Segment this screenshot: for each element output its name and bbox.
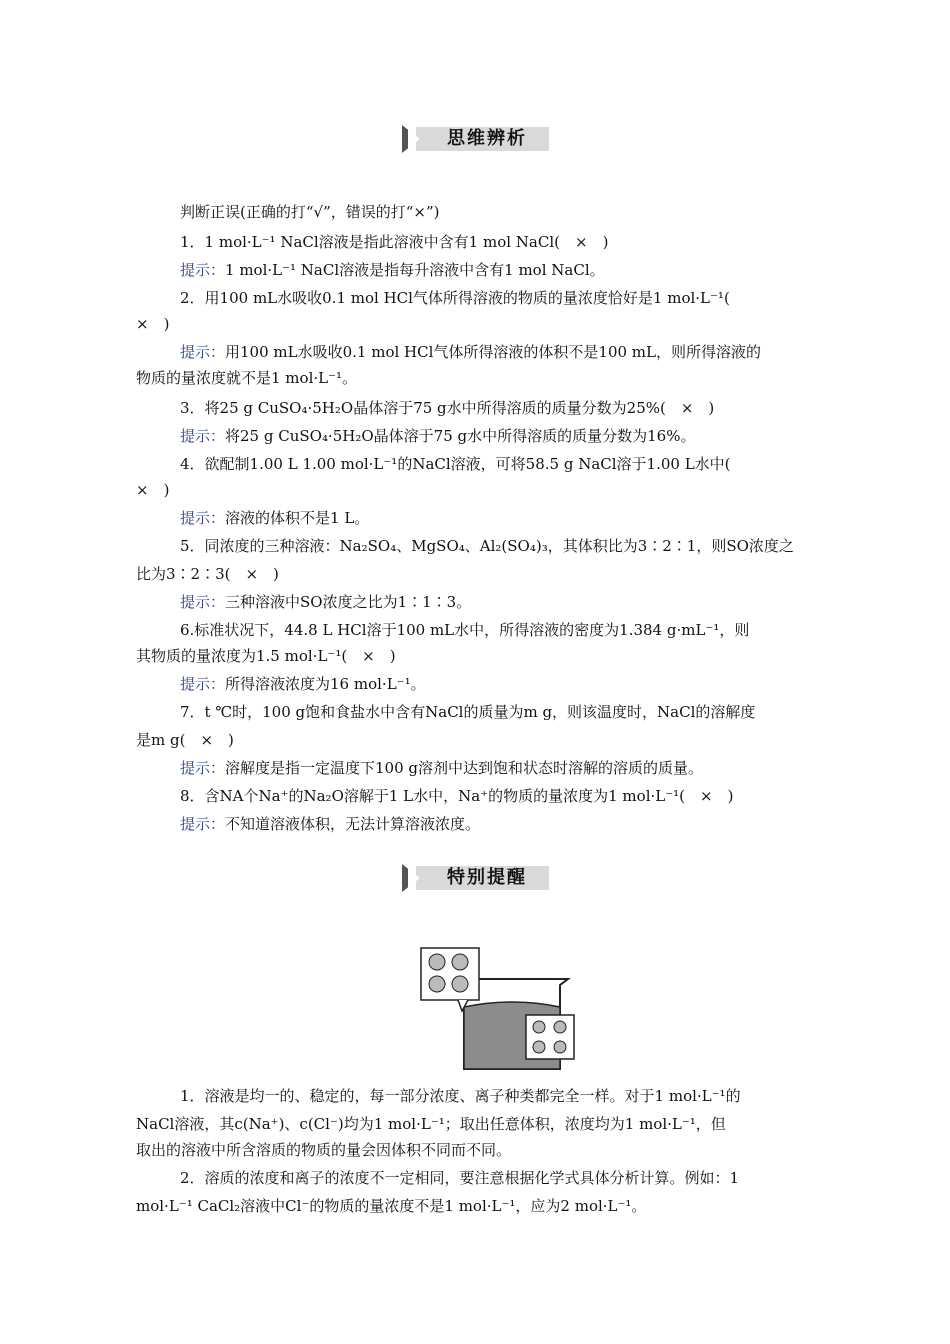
statement-line: [180, 620, 860, 640]
statement-line: [136, 646, 816, 666]
line-text: 8．含NA个Na⁺的Na₂O溶解于1 L水中，Na⁺的物质的量浓度为1 mol·L⁻¹( × ): [180, 787, 734, 805]
line-text: 1．1 mol·L⁻¹ NaCl溶液是指此溶液中含有1 mol NaCl( × ): [180, 233, 609, 251]
hint-label: 提示：: [180, 261, 226, 279]
section-heading-note-text: 特别提醒: [447, 867, 527, 888]
line-text: 7．t ℃时，100 g饱和食盐水中含有NaCl的质量为m g，则该温度时，NaCl的溶解度: [180, 703, 756, 721]
hint-label: 提示：: [180, 593, 226, 611]
line-text: 6.标准状况下，44.8 L HCl溶于100 mL水中，所得溶液的密度为1.384 g·mL⁻¹，则: [180, 621, 750, 639]
line-text: 是m g( × ): [136, 731, 234, 749]
section-heading-think-text: 思维辨析: [447, 128, 527, 149]
line-text: 所得溶液浓度为16 mol·L⁻¹。: [225, 675, 426, 693]
statement-line: [180, 232, 860, 252]
statement-line: [180, 786, 860, 806]
statement-line: [136, 730, 816, 750]
statement-line: [180, 702, 860, 722]
statement-line: [136, 368, 816, 388]
line-text: 4．欲配制1.00 L 1.00 mol·L⁻¹的NaCl溶液，可将58.5 g NaCl溶于1.00 L水中(: [180, 455, 731, 473]
note-line: 2．溶质的浓度和离子的浓度不一定相同，要注意根据化学式具体分析计算。例如：1: [180, 1169, 740, 1187]
statement-line: [180, 202, 860, 222]
line-text: 5．同浓度的三种溶液：Na₂SO₄、MgSO₄、Al₂(SO₄)₃，其体积比为3∶2∶1，则SO浓度之: [180, 537, 794, 555]
statement-line: [180, 536, 860, 556]
line-text: 2．用100 mL水吸收0.1 mol HCl气体所得溶液的物质的量浓度恰好是1 mol·L⁻¹(: [180, 289, 730, 307]
hint-label: 提示：: [180, 343, 226, 361]
line-text: 物质的量浓度就不是1 mol·L⁻¹。: [136, 369, 358, 387]
statement-line: [180, 454, 860, 474]
line-text: 将25 g CuSO₄·5H₂O晶体溶于75 g水中所得溶质的质量分数为16%。: [225, 427, 696, 445]
hint-line: [180, 342, 860, 362]
statement-line: [136, 480, 816, 500]
line-text: 不知道溶液体积，无法计算溶液浓度。: [225, 815, 481, 833]
statement-line: [136, 564, 816, 584]
note-line: 1．溶液是均一的、稳定的，每一部分浓度、离子种类都完全一样。对于1 mol·L⁻¹的: [180, 1087, 741, 1105]
line-text: 溶液的体积不是1 L。: [225, 509, 370, 527]
line-text: 其物质的量浓度为1.5 mol·L⁻¹( × ): [136, 647, 396, 665]
hint-label: 提示：: [180, 815, 226, 833]
line-text: 溶解度是指一定温度下100 g溶剂中达到饱和状态时溶解的溶质的质量。: [225, 759, 704, 777]
note-line: 取出的溶液中所含溶质的物质的量会因体积不同而不同。: [136, 1141, 512, 1159]
statement-line: [180, 398, 860, 418]
line-text: 比为3∶2∶3( × ): [136, 565, 279, 583]
hint-line: [180, 674, 860, 694]
section-heading-think: [402, 125, 549, 153]
line-text: × ): [136, 315, 170, 333]
line-text: 三种溶液中SO浓度之比为1∶1∶3。: [225, 593, 472, 611]
statement-line: [136, 314, 816, 334]
hint-line: [180, 758, 860, 778]
note-line: mol·L⁻¹ CaCl₂溶液中Cl⁻的物质的量浓度不是1 mol·L⁻¹，应为2 mol·L⁻¹。: [136, 1197, 647, 1215]
hint-line: [180, 426, 860, 446]
hint-line: [180, 260, 860, 280]
hint-label: 提示：: [180, 675, 226, 693]
statement-line: [180, 288, 860, 308]
hint-line: [180, 592, 860, 612]
line-text: 3．将25 g CuSO₄·5H₂O晶体溶于75 g水中所得溶质的质量分数为25%( × ): [180, 399, 715, 417]
hint-label: 提示：: [180, 427, 226, 445]
hint-label: 提示：: [180, 759, 226, 777]
hint-label: 提示：: [180, 509, 226, 527]
line-text: 判断正误(正确的打“√”，错误的打“×”): [180, 203, 440, 221]
section-heading-note: [402, 864, 549, 892]
beaker-illustration: [418, 945, 578, 1075]
line-text: × ): [136, 481, 170, 499]
line-text: 用100 mL水吸收0.1 mol HCl气体所得溶液的体积不是100 mL，则所得溶液的: [225, 343, 761, 361]
hint-line: [180, 814, 860, 834]
note-line: NaCl溶液，其c(Na⁺)、c(Cl⁻)均为1 mol·L⁻¹；取出任意体积，浓度均为1 mol·L⁻¹，但: [136, 1115, 726, 1133]
line-text: 1 mol·L⁻¹ NaCl溶液是指每升溶液中含有1 mol NaCl。: [225, 261, 605, 279]
hint-line: [180, 508, 860, 528]
